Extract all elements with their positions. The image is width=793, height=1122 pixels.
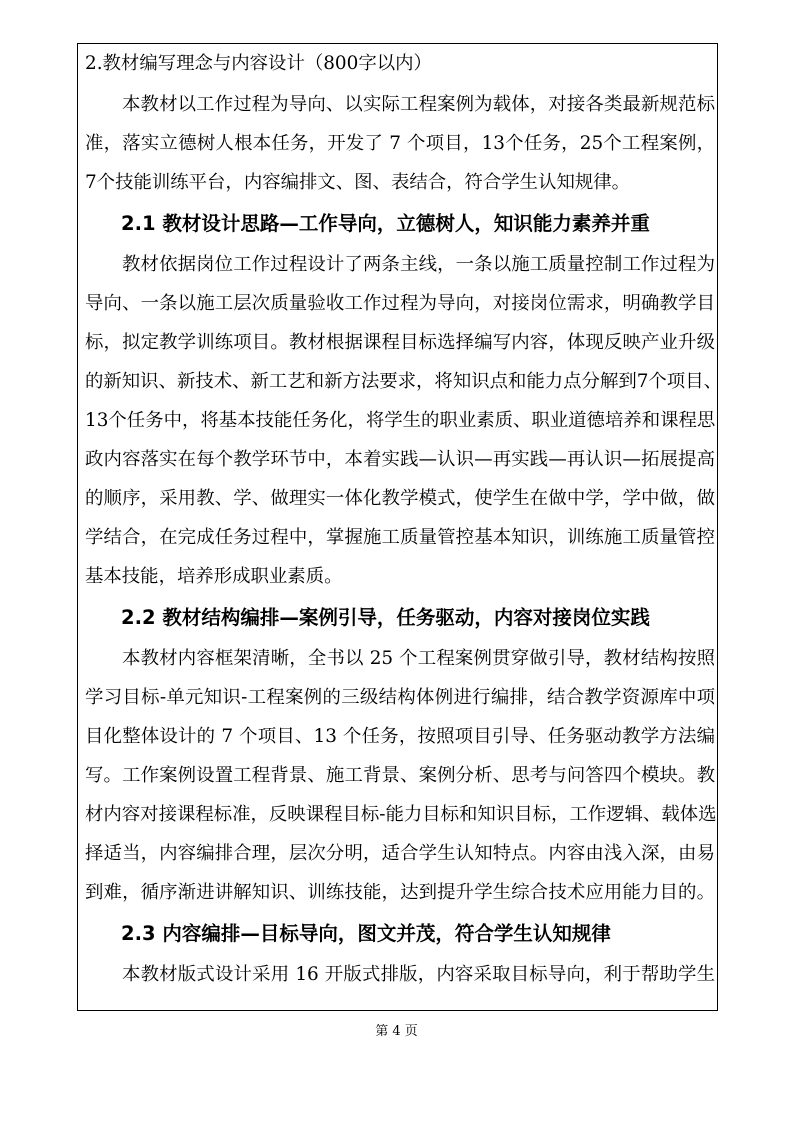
paragraph-line: 择适当，内容编排合理，层次分明，适合学生认知特点。内容由浅入深，由易	[85, 843, 715, 864]
paragraph-line: 的顺序，采用教、学、做理实一体化教学模式，使学生在做中学，学中做，做	[85, 488, 715, 509]
intro-line: 本教材以工作过程为导向、以实际工程案例为载体，对接各类最新规范标	[122, 94, 715, 115]
intro-line: 7个技能训练平台，内容编排文、图、表结合，符合学生认知规律。	[85, 172, 631, 193]
paragraph-line: 基本技能，培养形成职业素质。	[85, 566, 343, 587]
paragraph-line: 本教材内容框架清晰，全书以 25 个工程案例贯穿做引导，教材结构按照	[122, 648, 715, 669]
paragraph-line: 材内容对接课程标准，反映课程目标-能力目标和知识目标，工作逻辑、载体选	[85, 804, 717, 825]
intro-line: 准，落实立德树人根本任务，开发了 7 个项目，13个任务，25个工程案例，	[85, 133, 715, 154]
page-number: 第 4 页	[375, 1024, 418, 1039]
paragraph-line: 13个任务中，将基本技能任务化，将学生的职业素质、职业道德培养和课程思	[85, 410, 716, 431]
paragraph-line: 目化整体设计的 7 个项目、13 个任务，按照项目引导、任务驱动教学方法编	[85, 726, 715, 747]
paragraph-line: 标，拟定教学训练项目。教材根据课程目标选择编写内容，体现反映产业升级	[85, 332, 715, 353]
paragraph-line: 导向、一条以施工层次质量验收工作过程为导向，对接岗位需求，明确教学目	[85, 293, 715, 314]
paragraph-line: 学习目标-单元知识-工程案例的三级结构体例进行编排，结合教学资源库中项	[85, 687, 715, 708]
paragraph-line: 政内容落实在每个教学环节中，本着实践—认识—再实践—再认识—拓展提高	[85, 449, 715, 470]
paragraph-line: 写。工作案例设置工程背景、施工背景、案例分析、思考与问答四个模块。教	[85, 765, 715, 786]
paragraph-line: 的新知识、新技术、新工艺和新方法要求，将知识点和能力点分解到7个项目、	[85, 371, 722, 392]
paragraph-line: 到难，循序渐进讲解知识、训练技能，达到提升学生综合技术应用能力目的。	[85, 882, 715, 903]
section-title: 2.教材编写理念与内容设计（800字以内）	[85, 53, 432, 74]
paragraph-line: 本教材版式设计采用 16 开版式排版，内容采取目标导向，利于帮助学生	[122, 964, 715, 985]
paragraph-line: 学结合，在完成任务过程中，掌握施工质量管控基本知识，训练施工质量管控	[85, 527, 715, 548]
paragraph-line: 教材依据岗位工作过程设计了两条主线，一条以施工质量控制工作过程为	[122, 254, 715, 275]
heading-2-2: 2.2 教材结构编排—案例引导，任务驱动，内容对接岗位实践	[121, 606, 650, 629]
heading-2-1: 2.1 教材设计思路—工作导向，立德树人，知识能力素养并重	[121, 212, 650, 235]
heading-2-3: 2.3 内容编排—目标导向，图文并茂，符合学生认知规律	[121, 922, 611, 945]
